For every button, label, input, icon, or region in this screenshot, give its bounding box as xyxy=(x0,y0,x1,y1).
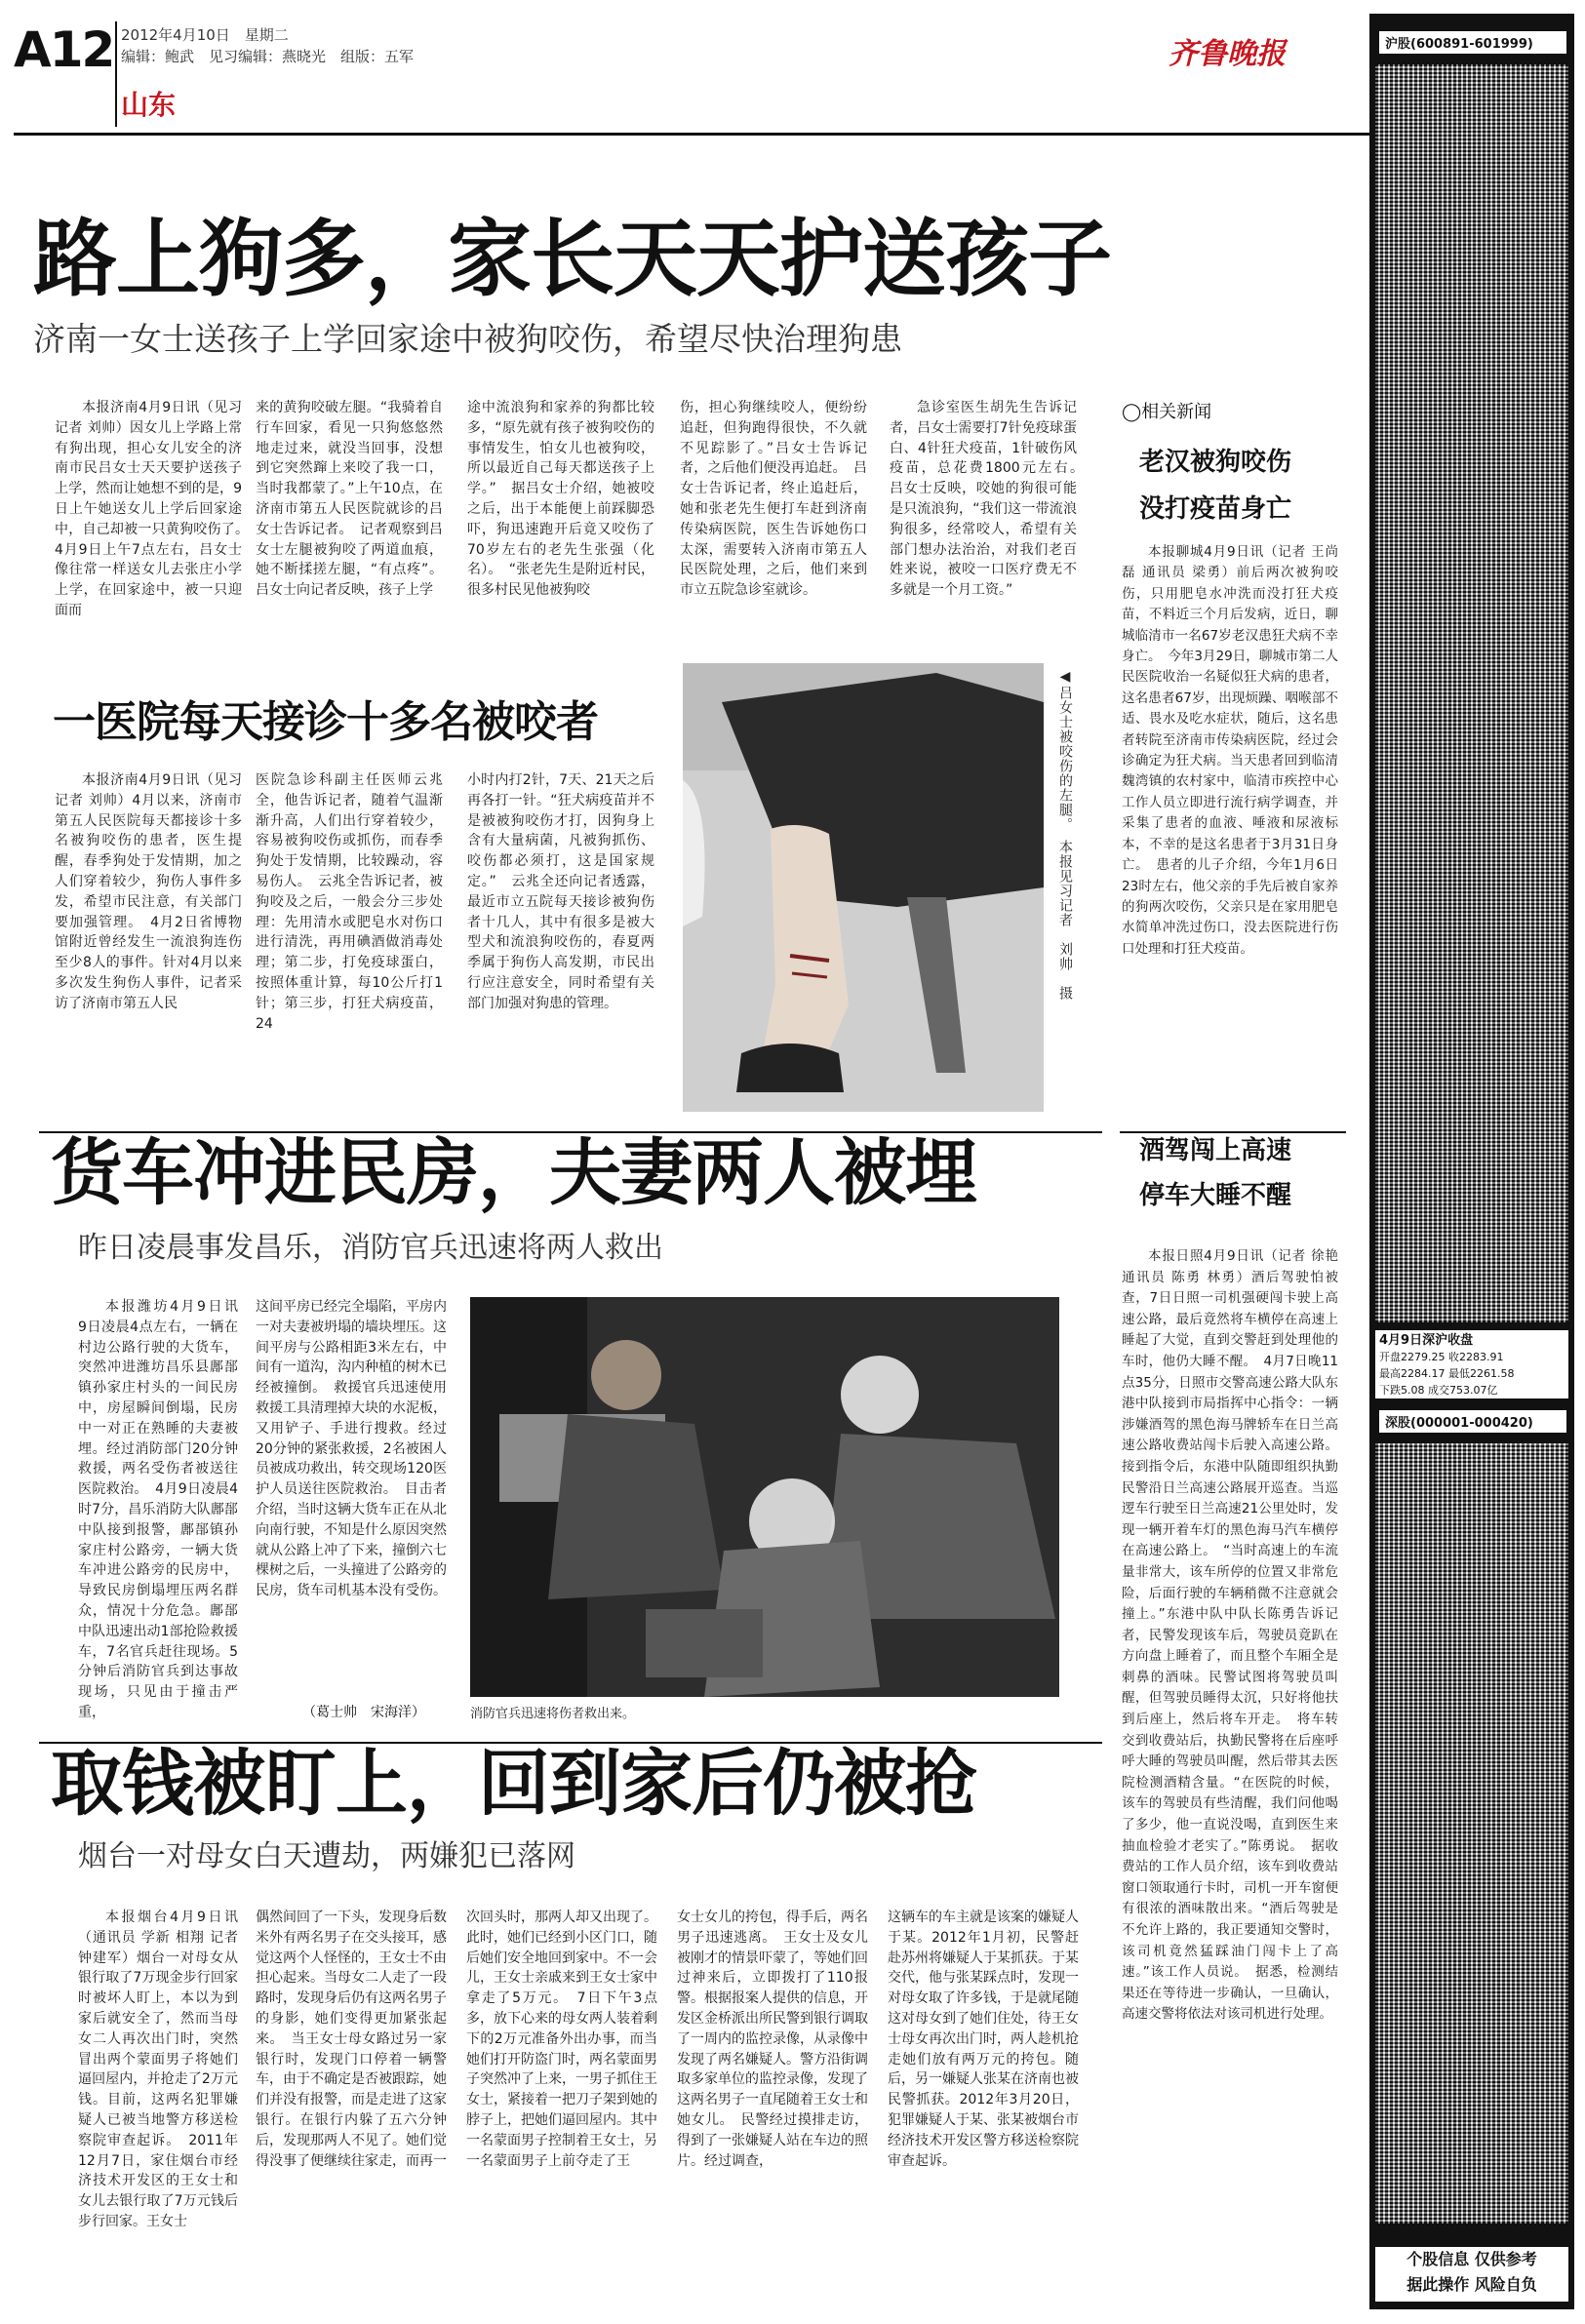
section2-col3-text: 小时内打2针，7天、21天之后再各打一针。“狂犬病疫苗并不是被被狗咬伤才打，因狗身上含有大量病菌，凡被狗抓伤、咬伤都必须打，这是国家规定。” 云兆全还向记者透露，最近市立五院每天接诊被狗伤者十几人，其中有很多是被大型犬和流浪狗咬伤的，春夏两季属于狗伤人高发期，市民出行应注意安全，同时希望有关部门加强对狗患的管理。 xyxy=(467,772,654,1011)
section2-col3 xyxy=(467,770,654,1112)
story3-col3-text: 次回头时，那两人却又出现了。此时，她们已经到小区门口，随后她们安全地回到家中。不一会儿，王女士亲戚来到王女士家中拿走了5万元。 7日下午3点多，放下心来的母女两人装着剩下的2万元准备外出办事，而当她们打开防盗门时，两名蒙面男子突然冲了上来，一男子抓住王女士，紧接着一把刀子架到她的脖子上，把她们逼回屋内。其中一名蒙面男子控制着王女士，另一名蒙面男子上前夺走了王 xyxy=(466,1910,657,2169)
story1-col2 xyxy=(256,398,443,650)
stock-listing xyxy=(1369,14,1574,2309)
sz-stock-columns xyxy=(1375,1443,1568,2224)
editors-line: 编辑：鲍武 见习编辑：燕晓光 组版：五军 xyxy=(121,48,415,65)
story1-col3-text: 途中流浪狗和家养的狗都比较多，“原先就有孩子被狗咬伤的事情发生，怕女儿也被狗咬，所以最近自己每天都送孩子上学。” 据吕女士介绍，她被咬之后，出于本能便上前踩脚恐吓，狗迅速跑开后竟又咬伤了70岁左右的老先生张强（化名）。 “张老先生是附近村民，很多村民见他被狗咬 xyxy=(467,400,654,599)
region-label: 山东 xyxy=(121,89,177,121)
story2-col1-text: 本报潍坊4月9日讯 9日凌晨4点左右，一辆在村边公路行驶的大货车，突然冲进潍坊昌乐县鄌郚镇孙家庄村头的一间民房中，房屋瞬间倒塌，民房中一对正在熟睡的夫妻被埋。经过消防部门20分钟救援，两名受伤者被送往医院救治。 4月9日凌晨4时7分，昌乐消防大队鄌郚中队接到报警，鄌郚镇孙家庄村公路旁，一辆大货车冲进公路旁的民房中，导致民房倒塌埋压两名群众，情况十分危急。鄌郚中队迅速出动1部抢险救援车，7名官兵赶往现场。5分钟后消防官兵到达事故现场，只见由于撞击严重， xyxy=(78,1299,252,1720)
story2-col2 xyxy=(256,1297,447,1697)
page-number: A12 xyxy=(14,21,114,78)
story3-col5-text: 这辆车的车主就是该案的嫌疑人于某。2012年1月初，民警赶赴苏州将嫌疑人于某抓获。于某交代，他与张某踩点时，发现一对母女取了许多钱，于是就尾随这对母女到了她们住处，待王女士母女再次出门时，两人趁机抢走她们放有两万元的挎包。随后，另一嫌疑人张某在济南也被民警抓获。2012年3月20日，犯罪嫌疑人于某、张某被烟台市经济技术开发区警方移送检察院审查起诉。 xyxy=(888,1910,1079,2169)
sh-summary-line3: 下跌5.08 成交753.07亿 xyxy=(1379,1384,1498,1397)
sz-stock-label: 深股(000001-000420) xyxy=(1377,1408,1568,1435)
leg-photo-illustration xyxy=(683,663,1044,1112)
disclaimer-line1: 个股信息 仅供参考 xyxy=(1407,2250,1537,2268)
story1-col3 xyxy=(467,398,654,650)
story3-col5 xyxy=(888,1908,1079,2317)
story2-headline: 货车冲进民房，夫妻两人被埋 xyxy=(51,1131,976,1215)
story1-headline: 路上狗多，家长天天护送孩子 xyxy=(33,211,1111,308)
sh-summary-line2: 最高2284.17 最低2261.58 xyxy=(1379,1367,1515,1380)
story3-col2 xyxy=(256,1908,447,2317)
story1-subhead: 济南一女士送孩子上学回家途中被狗咬伤，希望尽快治理狗患 xyxy=(33,320,902,358)
circle-icon: ◯ xyxy=(1122,402,1142,422)
rescue-photo xyxy=(470,1297,1059,1697)
leg-photo-caption: ◀吕女士被咬伤的左腿。 本报见习记者 刘帅 摄 xyxy=(1057,669,1073,1001)
header-rule xyxy=(14,133,1369,136)
stock-disclaimer xyxy=(1375,2247,1568,2302)
story2-col2-text: 这间平房已经完全塌陷，平房内一对夫妻被坍塌的墙块埋压。这间平房与公路相距3米左右，中间有一道沟，沟内种植的树木已经被撞倒。 救援官兵迅速使用救援工具清理掉大块的水泥板，又用铲子、手进行搜救。经过20分钟的紧张救援，2名被困人员被成功救出，转交现场120医护人员送往医院救治。 目击者介绍，当时这辆大货车正在从北向南行驶，不知是什么原因突然就从公路上冲了下来，撞倒六七棵树之后，一头撞进了公路旁的民房，货车司机基本没有受伤。 xyxy=(256,1299,447,1599)
related-label-text: 相关新闻 xyxy=(1141,402,1212,422)
related-headline-1: 老汉被狗咬伤 xyxy=(1139,448,1292,477)
sidebar2-body-text: 本报日照4月9日讯（记者 徐艳 通讯员 陈勇 林勇）酒后驾驶怕被查，7日日照一司机强硬闯卡驶上高速公路，最后竟然将车横停在高速上睡起了大觉，直到交警赶到处理他的车时，他仍大睡不醒。 4月7日晚11点35分，日照市交警高速公路大队东港中队接到市局指挥中心指令：一辆涉嫌酒驾的黑色海马牌轿车在日兰高速公路收费站闯卡后驶入高速公路。接到指令后，东港中队随即组织执勤民警沿日兰高速公路展开巡查。当巡逻车行驶至日兰高速21公里处时，发现一辆开着车灯的黑色海马汽车横停在高速公路上。 “当时高速上的车流量非常大，该车所停的位置又非常危险，后面行驶的车辆稍微不注意就会撞上。”东港中队中队长陈勇告诉记者，民警发现该车后，驾驶员竟趴在方向盘上睡着了，而且整个车厢全是刺鼻的酒味。民警试图将驾驶员叫醒，但驾驶员睡得太沉，只好将他扶到后座上，然后将车开走。 将车转交到收费站后，执勤民警将在后座呼呼大睡的驾驶员叫醒，然后带其去医院检测酒精含量。“在医院的时候，该车的驾驶员有些清醒，我们问他喝了多少，他一直说没喝，直到医生来抽血检验才老实了。”陈勇说。 据收费站的工作人员介绍，该车到收费站窗口领取通行卡时，司机一开车窗便有很浓的酒味散出来。“酒后驾驶是不允许上路的，我正要通知交警时，该司机竟然猛踩油门闯卡上了高速。”该工作人员说。 据悉，检测结果还在等待进一步确认，一旦确认，高速交警将依法对该司机进行处理。 xyxy=(1122,1248,1338,2023)
sh-stock-label: 沪股(600891-601999) xyxy=(1377,29,1568,56)
story3-subhead: 烟台一对母女白天遭劫，两嫌犯已落网 xyxy=(78,1839,575,1873)
story3-col4-text: 女士女儿的挎包，得手后，两名男子迅速逃离。 王女士及女儿被刚才的情景吓蒙了，等她们回过神来后，立即拨打了110报警。根据报案人提供的信息，开发区金桥派出所民警到银行调取了一周内的监控录像，从录像中发现了两名嫌疑人。警方沿街调取多家单位的监控录像，发现了这两名男子一直尾随着王女士和她女儿。 民警经过摸排走访，得到了一张嫌疑人站在车边的照片。经过调查， xyxy=(677,1910,868,2169)
story3-col1-text: 本报烟台4月9日讯（通讯员 学新 相翔 记者 钟建军）烟台一对母女从银行取了7万现金步行回家时被坏人盯上，本以为到家后就安全了，然而当母女二人再次出门时，突然冒出两个蒙面男子将她们逼回屋内，并抢走了2万元钱。目前，这两名犯罪嫌疑人已被当地警方移送检察院审查起诉。 2011年12月7日，家住烟台市经济技术开发区的王女士和女儿去银行取了7万元钱后步行回家。王女士 xyxy=(78,1910,238,2229)
story3-col2-text: 偶然间回了一下头，发现身后数米外有两名男子在交头接耳，感觉这两个人怪怪的，王女士不由担心起来。当母女二人走了一段路时，发现身后仍有这两名男子的身影，她们变得更加紧张起来。 当王女士母女路过另一家银行时，发现门口停着一辆警车，由于不确定是否被跟踪，她们并没有报警，而是走进了这家银行。在银行内躲了五六分钟后，发现那两人不见了。她们觉得没事了便继续往家走，而再一 xyxy=(256,1910,447,2169)
sidebar2-headline-2: 停车大睡不醒 xyxy=(1139,1181,1292,1210)
story3-col1 xyxy=(78,1908,238,2317)
story1-col5-text: 急诊室医生胡先生告诉记者，吕女士需要打7针免疫球蛋白、4针狂犬疫苗，1针破伤风疫苗，总花费1800元左右。 吕女士反映，咬她的狗很可能是只流浪狗，“我们这一带流浪狗很多，经常咬人，希望有关部门想办法治治，对我们老百姓来说，被咬一口医疗费无不多就是一个月工资。” xyxy=(890,400,1090,599)
sh-summary-line1: 开盘2279.25 收2283.91 xyxy=(1379,1351,1504,1363)
story1-col4-text: 伤，担心狗继续咬人，便纷纷追赶，但狗跑得很快，不久就不见踪影了。”吕女士告诉记者，之后他们便没再追赶。 吕女士告诉记者，终止追赶后，她和张老先生便打车赶到济南传染病医院，医生告诉她伤口太深，需要转入济南市第五人民医院处理，之后，他们来到市立五院急诊室就诊。 xyxy=(680,400,867,599)
section2-col1-text: 本报济南4月9日讯（见习记者 刘帅）4月以来，济南市第五人民医院每天都接诊十多名被狗咬伤的患者，医生提醒，春季狗处于发情期，加之人们穿着较少，狗伤人事件多发，希望市民注意，有关部门要加强管理。 4月2日省博物馆附近曾经发生一流浪狗连伤至少8人的事件。针对4月以来多次发生狗伤人事件，记者采访了济南市第五人民 xyxy=(55,772,242,1011)
sh-summary xyxy=(1375,1330,1568,1398)
rescue-photo-illustration xyxy=(470,1297,1059,1697)
sh-stock-columns xyxy=(1375,64,1568,1322)
sh-summary-date: 4月9日深沪收盘 xyxy=(1379,1333,1474,1348)
story2-byline: （葛士帅 宋海洋） xyxy=(302,1705,425,1720)
story3-headline: 取钱被盯上，回到家后仍被抢 xyxy=(51,1742,976,1826)
related-headline-2: 没打疫苗身亡 xyxy=(1139,494,1292,524)
section2-title: 一医院每天接诊十多名被咬者 xyxy=(53,697,598,747)
disclaimer-line2: 据此操作 风险自负 xyxy=(1407,2275,1537,2294)
story1-col1-text: 本报济南4月9日讯（见习记者 刘帅）因女儿上学路上常有狗出现，担心女儿安全的济南市民吕女士天天要护送孩子上学，然而让她想不到的是，9日上午她送女儿上学后回家途中，自己却被一只黄狗咬伤了。 4月9日上午7点左右，吕女士像往常一样送女儿去张庄小学上学，在回家途中，被一只迎面而 xyxy=(55,400,256,618)
story1-col5 xyxy=(890,398,1090,650)
story3-col3 xyxy=(466,1908,657,2317)
sidebar2-body xyxy=(1122,1246,1338,2319)
section2-col2 xyxy=(256,770,443,1112)
section2-col1 xyxy=(55,770,242,1112)
story3-col4 xyxy=(677,1908,868,2317)
leg-photo xyxy=(683,663,1044,1112)
sidebar2-headline-1: 酒驾闯上高速 xyxy=(1139,1136,1292,1165)
date-line: 2012年4月10日 星期二 xyxy=(121,26,289,44)
related-body xyxy=(1122,542,1338,1123)
related-label xyxy=(1122,398,1211,423)
story2-subhead: 昨日凌晨事发昌乐，消防官兵迅速将两人救出 xyxy=(78,1231,663,1265)
rescue-photo-caption: 消防官兵迅速将伤者救出来。 xyxy=(470,1707,636,1721)
newspaper-logo: 齐鲁晚报 xyxy=(1169,37,1286,71)
story1-col2-text: 来的黄狗咬破左腿。“我骑着自行车回家，看见一只狗悠悠然地走过来，就没当回事，没想到它突然蹿上来咬了我一口，当时我都蒙了。”上午10点，在济南市第五人民医院就诊的吕女士告诉记者。 记者观察到吕女士左腿被狗咬了两道血痕，她不断揉搓左腿，“有点疼”。吕女士向记者反映，孩子上学 xyxy=(256,400,443,599)
story1-col1 xyxy=(55,398,256,650)
header-divider xyxy=(115,21,117,127)
section2-col2-text: 医院急诊科副主任医师云兆全，他告诉记者，随着气温渐渐升高，人们出行穿着较少，容易被狗咬伤或抓伤，而春季狗处于发情期，比较躁动，容易伤人。 云兆全告诉记者，被狗咬及之后，一般会分三步处理：先用清水或肥皂水对伤口进行清洗，再用碘酒做消毒处理；第二步，打免疫球蛋白，按照体重计算，每10公斤打1针；第三步，打狂犬病疫苗，24 xyxy=(256,772,443,1032)
story2-col1 xyxy=(78,1297,252,1726)
header-meta xyxy=(121,24,414,67)
story1-col4 xyxy=(680,398,867,650)
related-body-text: 本报聊城4月9日讯（记者 王尚磊 通讯员 梁勇）前后两次被狗咬伤，只用肥皂水冲洗而没打狂犬疫苗，不料近三个月后发病，近日，聊城临清市一名67岁老汉患狂犬病不幸身亡。 今年3月29日，聊城市第二人民医院收治一名疑似狂犬病的患者，这名患者67岁，出现烦躁、咽喉部不适、畏水及吃水症状，随后，这名患者转院至济南市传染病医院，经过会诊确定为狂犬病。当天患者回到临清魏湾镇的农村家中，临清市疾控中心工作人员立即进行流行病学调查，并采集了患者的血液、唾液和尿液标本，不幸的是这名患者于3月31日身亡。 患者的儿子介绍，今年1月6日23时左右，他父亲的手先后被自家养的狗两次咬伤，父亲只是在家用肥皂水简单冲洗过伤口，没去医院进行伤口处理和打狂犬疫苗。 xyxy=(1122,544,1338,957)
